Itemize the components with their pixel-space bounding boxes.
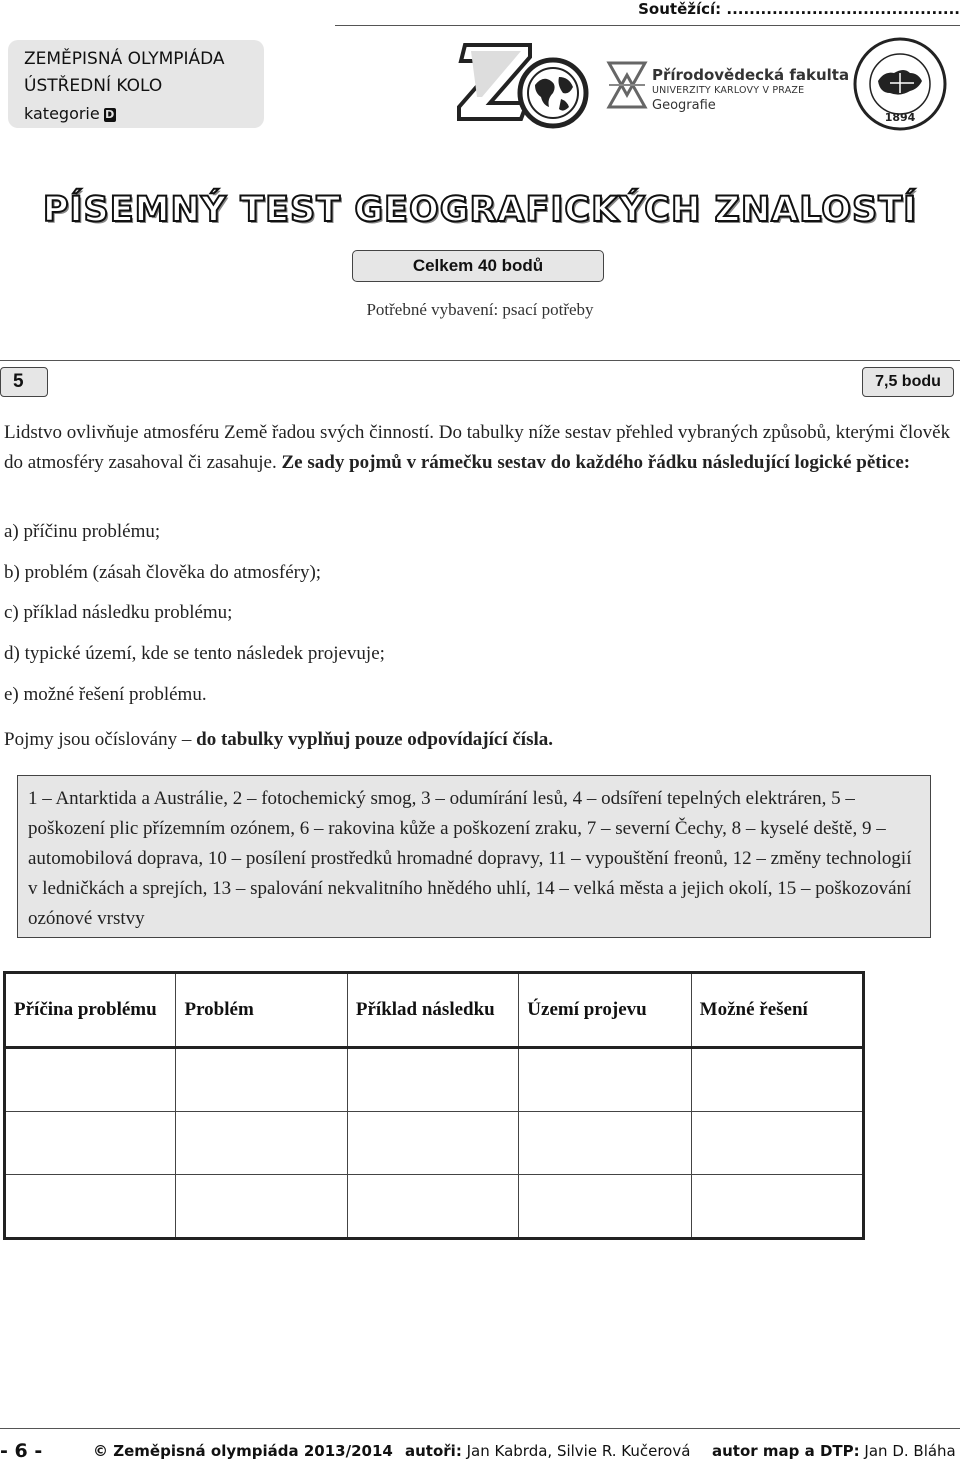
answer-cell[interactable]: [5, 1175, 176, 1239]
question-number: 5: [0, 367, 48, 397]
authors-names: Jan Kabrda, Silvie R. Kučerová: [466, 1442, 691, 1460]
answer-cell[interactable]: [519, 1048, 691, 1112]
table-row: [5, 1175, 864, 1239]
authors-label: autoři:: [405, 1442, 462, 1460]
answer-cell[interactable]: [176, 1175, 347, 1239]
terms-box: 1 – Antarktida a Austrálie, 2 – fotochemický smog, 3 – odumírání lesů, 4 – odsíření tepelných elektráren, 5 – poškození plic přízemním ozónem, 6 – rakovina kůže a poškození zraku, 7 – severní Čechy, 8 – kyselé deště, 9 – automobilová doprava, 10 – posílení prostředků hromadné dopravy, 11 – vypouštění freonů, 12 – změny technologií v ledničkách a sprejích, 13 – spalování nekvalitního hnědého uhlí, 14 – velká města a jejich okolí, 15 – poškozování ozónové vrstvy: [17, 775, 931, 938]
answer-cell[interactable]: [176, 1112, 347, 1175]
footer-dtp: [712, 1442, 956, 1460]
olympiad-name: ZEMĚPISNÁ OLYMPIÁDA: [24, 49, 225, 69]
answer-cell[interactable]: [519, 1112, 691, 1175]
answer-cell[interactable]: [691, 1048, 863, 1112]
column-header: Příčina problému: [5, 973, 176, 1048]
olympiad-badge: [8, 40, 264, 128]
faculty-university: UNIVERZITY KARLOVY V PRAZE: [652, 85, 805, 96]
total-points-badge: Celkem 40 bodů: [352, 250, 604, 282]
option-a: a) příčinu problému;: [4, 521, 161, 542]
answer-cell[interactable]: [347, 1048, 518, 1112]
answer-cell[interactable]: [347, 1175, 518, 1239]
faculty-name: Přírodovědecká fakulta: [652, 66, 850, 84]
category-label: kategorie: [24, 104, 100, 123]
section-divider: [0, 360, 960, 361]
answer-cell[interactable]: [5, 1048, 176, 1112]
question-intro-instruction: Ze sady pojmů v rámečku sestav do každého řádku následující logické pětice:: [281, 452, 911, 473]
column-header: Problém: [176, 973, 347, 1048]
dtp-label: autor map a DTP:: [712, 1442, 860, 1460]
question-intro: [4, 418, 959, 478]
footer-authors: [405, 1442, 690, 1460]
category-letter: D: [105, 107, 115, 121]
dtp-name: Jan D. Bláha: [864, 1442, 956, 1460]
page-title: PÍSEMNÝ TEST GEOGRAFICKÝCH ZNALOSTÍ: [42, 190, 918, 230]
zo-logo-icon: [455, 35, 590, 130]
answer-cell[interactable]: [691, 1112, 863, 1175]
footer-copyright: © Zeměpisná olympiáda 2013/2014: [93, 1442, 393, 1460]
olympiad-category: [24, 100, 264, 127]
faculty-text: [652, 68, 849, 113]
equipment-note: Potřebné vybavení: psací potřeby: [366, 300, 594, 319]
olympiad-round: ÚSTŘEDNÍ KOLO: [24, 76, 163, 96]
header-divider: [335, 25, 960, 26]
footer-divider: [0, 1428, 960, 1429]
table-header-row: [5, 973, 864, 1048]
page-footer: [0, 1440, 956, 1462]
column-header: Území projevu: [519, 973, 691, 1048]
answer-cell[interactable]: [691, 1175, 863, 1239]
question-points: 7,5 bodu: [862, 367, 954, 397]
answer-cell[interactable]: [347, 1112, 518, 1175]
society-year: 1894: [884, 111, 916, 124]
page-number: - 6 -: [0, 1440, 43, 1462]
option-c: c) příklad následku problému;: [4, 602, 233, 623]
answer-cell[interactable]: [519, 1175, 691, 1239]
question-intro-text: Lidstvo ovlivňuje atmosféru Země řadou svých činností. Do tabulky níže sestav přehled vybraných způsobů, kterými člověk do atmosféry zasahoval či zasahuje.: [4, 422, 951, 473]
contestant-label: Soutěžící: .........................................: [638, 0, 960, 18]
option-e: e) možné řešení problému.: [4, 684, 207, 705]
answer-table: [3, 971, 865, 1240]
fill-note-instruction: do tabulky vyplňuj pouze odpovídající čísla.: [196, 729, 553, 750]
column-header: Možné řešení: [691, 973, 863, 1048]
answer-cell[interactable]: [176, 1048, 347, 1112]
table-row: [5, 1048, 864, 1112]
faculty-department: Geografie: [652, 98, 716, 113]
answer-cell[interactable]: [5, 1112, 176, 1175]
fill-note-text: Pojmy jsou očíslovány –: [4, 729, 197, 750]
option-d: d) typické území, kde se tento následek projevuje;: [4, 643, 385, 664]
fill-note: [4, 729, 553, 751]
society-seal-icon: [850, 37, 950, 131]
column-header: Příklad následku: [347, 973, 518, 1048]
option-b: b) problém (zásah člověka do atmosféry);: [4, 562, 322, 583]
table-row: [5, 1112, 864, 1175]
